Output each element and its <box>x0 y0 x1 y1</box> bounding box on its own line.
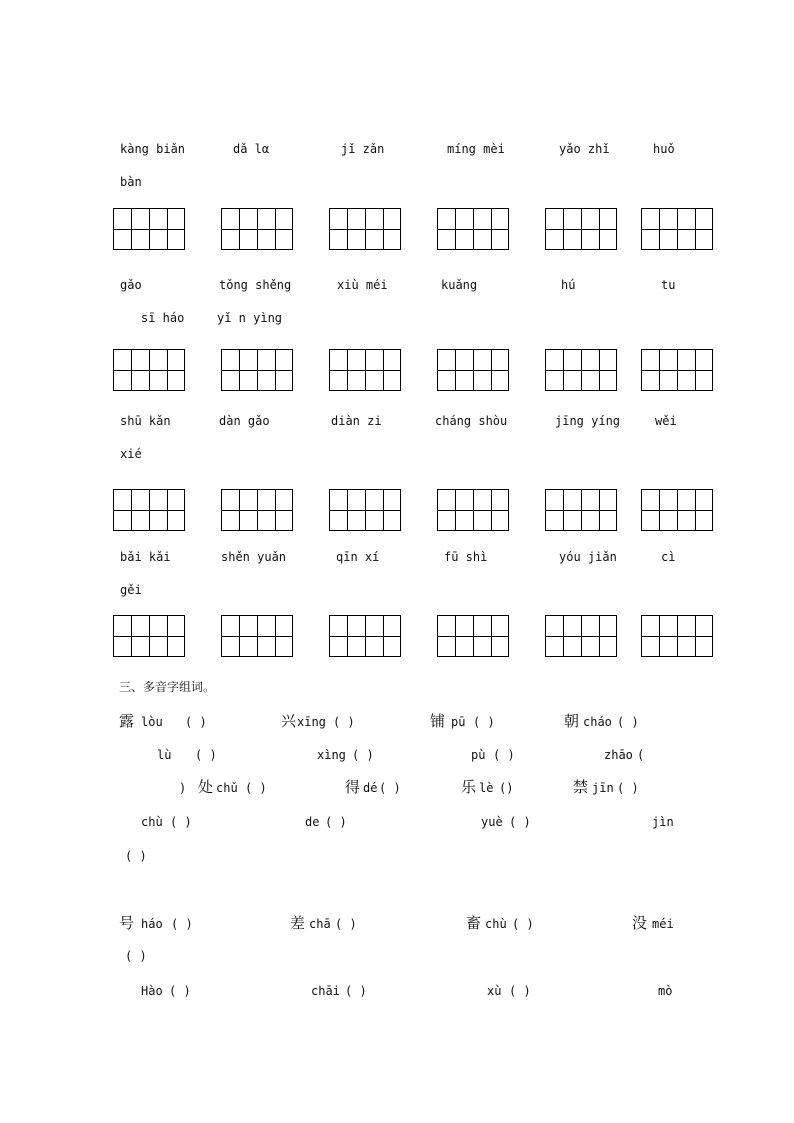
pinyin-label: lòu <box>141 715 163 729</box>
pinyin-label: háo <box>141 917 163 931</box>
answer-blank[interactable]: ( ) <box>195 748 217 762</box>
pinyin-label: huǒ <box>653 142 675 156</box>
pinyin-label: fū shì <box>444 550 488 564</box>
pinyin-label: jīn <box>592 781 614 795</box>
pinyin-label: pù <box>471 748 486 762</box>
writing-grid[interactable] <box>641 615 713 657</box>
polyphone-char: 兴 <box>281 712 297 730</box>
polyphone-char: 差 <box>290 914 306 932</box>
writing-grid[interactable] <box>437 615 509 657</box>
writing-grid[interactable] <box>221 208 293 250</box>
pinyin-label: tǒng shěng <box>219 278 292 292</box>
pinyin-label: méi <box>652 917 674 931</box>
writing-grid[interactable] <box>437 208 509 250</box>
pinyin-label: dǎ lα <box>233 142 270 156</box>
pinyin-label: hú <box>561 278 576 292</box>
pinyin-label: yǐ n yìng <box>217 311 283 325</box>
pinyin-label: jìn <box>652 815 674 829</box>
polyphone-char: 乐 <box>461 778 477 796</box>
writing-grid[interactable] <box>545 208 617 250</box>
pinyin-label: chù <box>485 917 507 931</box>
answer-blank[interactable]: ( ) <box>509 984 531 998</box>
answer-blank[interactable]: ( ) <box>617 715 639 729</box>
answer-blank[interactable]: ( ) <box>169 984 191 998</box>
pinyin-label: kàng biǎn <box>120 142 186 156</box>
answer-blank[interactable]: ( ) <box>473 715 495 729</box>
pinyin-label: tu <box>661 278 676 292</box>
polyphone-char: 铺 <box>430 712 446 730</box>
pinyin-label: sī háo <box>141 311 185 325</box>
pinyin-label: gěi <box>120 583 142 597</box>
answer-blank[interactable]: ( ) <box>617 781 639 795</box>
answer-blank[interactable]: ( ) <box>333 715 355 729</box>
pinyin-label: chǔ <box>216 781 238 795</box>
pinyin-label: lù <box>157 748 172 762</box>
answer-blank[interactable]: ( ) <box>352 748 374 762</box>
pinyin-label: yǎo zhǐ <box>559 142 610 156</box>
pinyin-label: míng mèi <box>447 142 505 156</box>
pinyin-label: yuè <box>481 815 503 829</box>
answer-blank[interactable]: () <box>499 781 514 795</box>
answer-blank[interactable]: ( ) <box>493 748 515 762</box>
pinyin-label: cháng shòu <box>435 414 508 428</box>
pinyin-label: jīng yíng <box>555 414 621 428</box>
pinyin-label: xié <box>120 447 142 461</box>
pinyin-label: mò <box>658 984 673 998</box>
pinyin-label: shū kǎn <box>120 414 171 428</box>
writing-grid[interactable] <box>545 349 617 391</box>
answer-blank[interactable]: ( ) <box>379 781 401 795</box>
answer-blank[interactable]: ( ) <box>170 815 192 829</box>
pinyin-label: yóu jiǎn <box>559 550 617 564</box>
writing-grid[interactable] <box>329 615 401 657</box>
writing-grid[interactable] <box>113 489 185 531</box>
pinyin-label: pū <box>451 715 466 729</box>
pinyin-label: xù <box>487 984 502 998</box>
polyphone-char: 号 <box>119 914 135 932</box>
pinyin-label: shěn yuǎn <box>221 550 287 564</box>
polyphone-char: 朝 <box>564 712 580 730</box>
writing-grid[interactable] <box>641 489 713 531</box>
pinyin-label: lè <box>479 781 494 795</box>
answer-blank[interactable]: ( ) <box>509 815 531 829</box>
answer-blank[interactable]: ( ) <box>345 984 367 998</box>
writing-grid[interactable] <box>329 208 401 250</box>
pinyin-label: xìng <box>317 748 346 762</box>
pinyin-label: kuǎng <box>441 278 478 292</box>
pinyin-label: diàn zi <box>331 414 382 428</box>
answer-blank[interactable]: ( ) <box>125 849 147 863</box>
pinyin-label: xiù méi <box>337 278 388 292</box>
writing-grid[interactable] <box>545 489 617 531</box>
answer-blank[interactable]: ( ) <box>171 917 193 931</box>
answer-blank[interactable]: ( ) <box>335 917 357 931</box>
writing-grid[interactable] <box>437 349 509 391</box>
pinyin-label: xīng <box>297 715 326 729</box>
answer-blank[interactable]: ( ) <box>325 815 347 829</box>
pinyin-label: qīn xí <box>336 550 380 564</box>
pinyin-label: bǎi kǎi <box>120 550 171 564</box>
answer-blank[interactable]: ( ) <box>185 715 207 729</box>
pinyin-label: zhāo <box>604 748 633 762</box>
writing-grid[interactable] <box>221 349 293 391</box>
pinyin-label: cì <box>661 550 676 564</box>
answer-blank[interactable]: ( ) <box>125 949 147 963</box>
polyphone-char: 得 <box>345 778 361 796</box>
pinyin-label: bàn <box>120 175 142 189</box>
polyphone-char: 禁 <box>573 778 589 796</box>
pinyin-label: chā <box>309 917 331 931</box>
answer-blank[interactable]: ( ) <box>245 781 267 795</box>
pinyin-label: de <box>305 815 320 829</box>
pinyin-label: jǐ zǎn <box>341 142 385 156</box>
pinyin-label: dàn gǎo <box>219 414 270 428</box>
pinyin-label: gǎo <box>120 278 142 292</box>
writing-grid[interactable] <box>641 349 713 391</box>
writing-grid[interactable] <box>221 489 293 531</box>
writing-grid[interactable] <box>437 489 509 531</box>
writing-grid[interactable] <box>329 489 401 531</box>
writing-grid[interactable] <box>113 208 185 250</box>
polyphone-char: 没 <box>632 914 648 932</box>
pinyin-label: wěi <box>655 414 677 428</box>
pinyin-label: dé <box>363 781 378 795</box>
writing-grid[interactable] <box>221 615 293 657</box>
pinyin-label: cháo <box>583 715 612 729</box>
writing-grid[interactable] <box>641 208 713 250</box>
polyphone-char: 露 <box>119 712 135 730</box>
polyphone-char: 畜 <box>466 914 482 932</box>
polyphone-char: 处 <box>198 778 214 796</box>
writing-grid[interactable] <box>545 615 617 657</box>
section-heading: 三、多音字组词。 <box>119 680 216 694</box>
writing-grid[interactable] <box>113 615 185 657</box>
writing-grid[interactable] <box>329 349 401 391</box>
answer-blank[interactable]: ( <box>637 748 645 762</box>
writing-grid[interactable] <box>113 349 185 391</box>
pinyin-label: chāi <box>311 984 340 998</box>
answer-blank[interactable]: ( ) <box>512 917 534 931</box>
answer-blank[interactable]: ) <box>179 781 187 795</box>
pinyin-label: Hào <box>141 984 163 998</box>
pinyin-label: chù <box>141 815 163 829</box>
